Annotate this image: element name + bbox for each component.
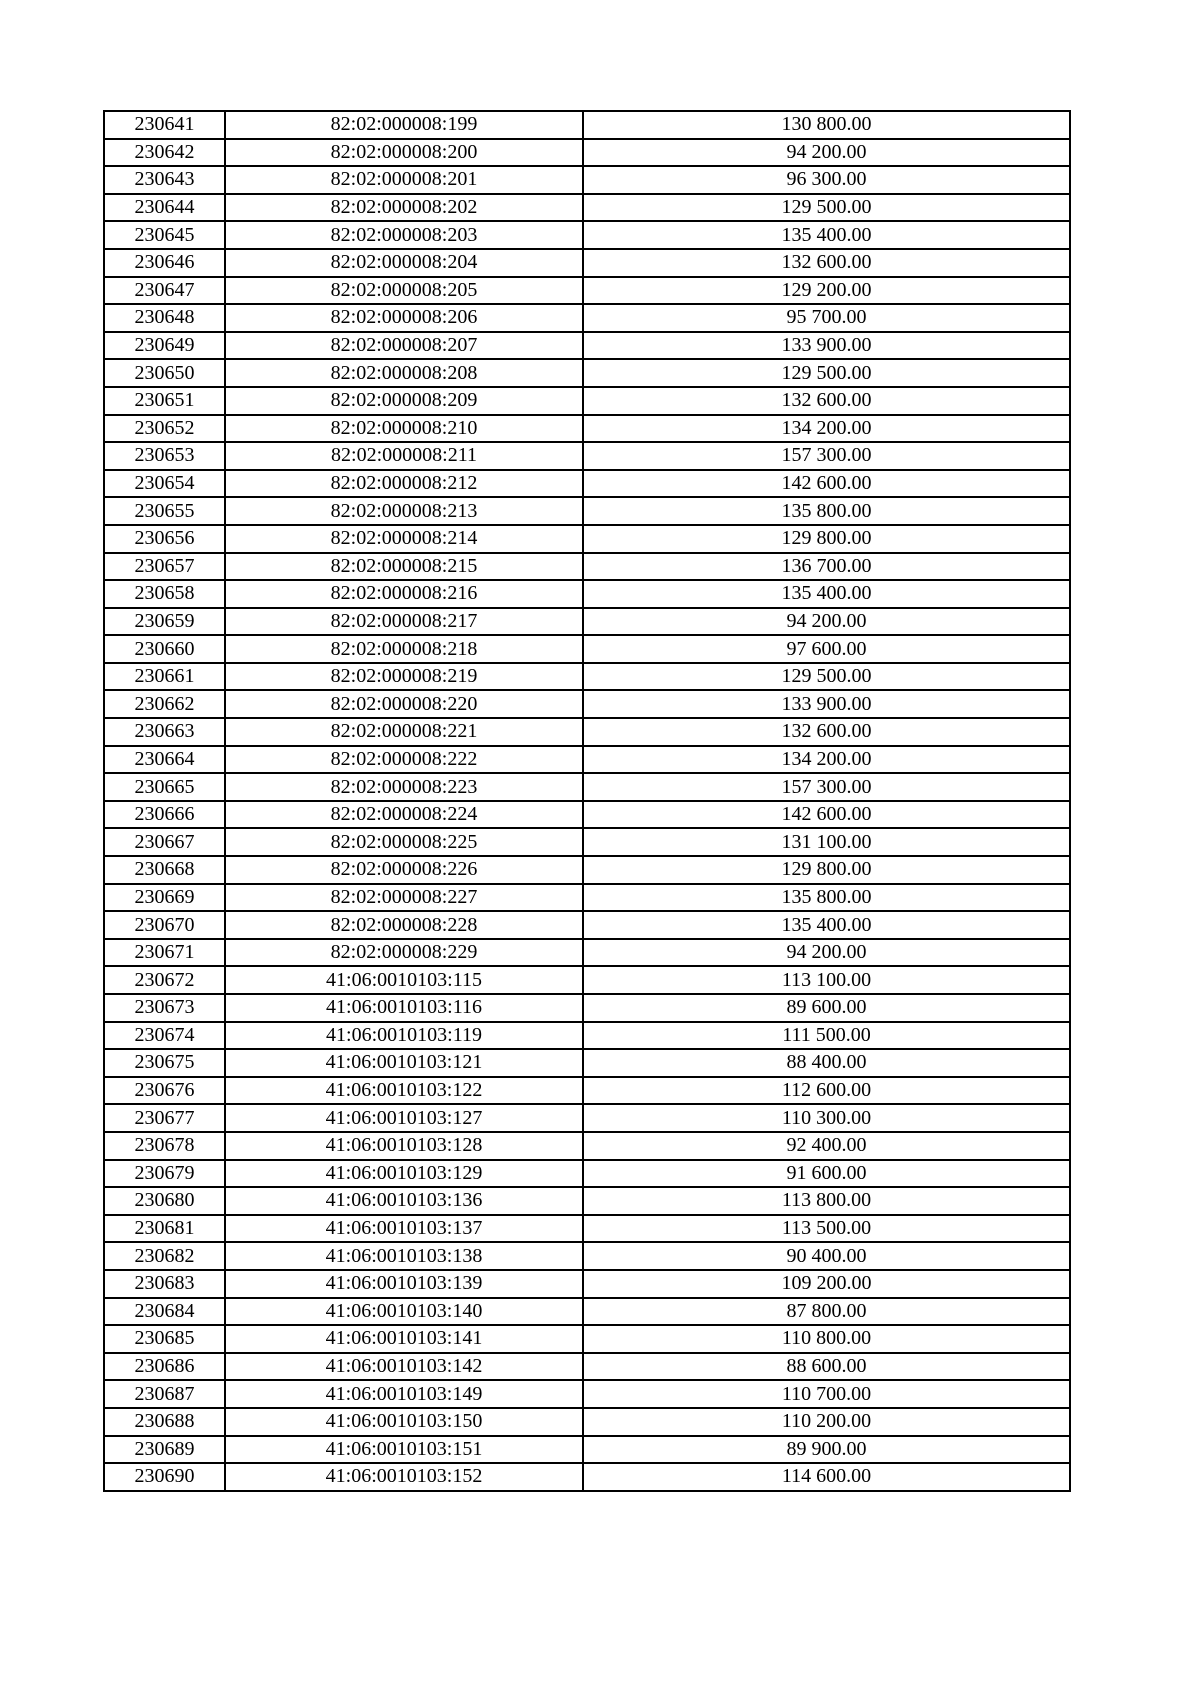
table-row	[104, 690, 1070, 718]
cadastral-number-cell: 82:02:000008:213	[225, 497, 583, 525]
row-number-cell: 230641	[104, 111, 225, 139]
cadastral-value-cell: 110 300.00	[583, 1104, 1070, 1132]
table-row	[104, 1380, 1070, 1408]
cadastral-number-cell: 41:06:0010103:122	[225, 1077, 583, 1105]
cadastral-value-cell: 130 800.00	[583, 111, 1070, 139]
cadastral-number-cell: 82:02:000008:205	[225, 277, 583, 305]
row-number-cell: 230657	[104, 553, 225, 581]
cadastral-number-cell: 41:06:0010103:138	[225, 1242, 583, 1270]
row-number-cell: 230678	[104, 1132, 225, 1160]
table-row	[104, 1353, 1070, 1381]
cadastral-number-cell: 41:06:0010103:136	[225, 1187, 583, 1215]
row-number-cell: 230644	[104, 194, 225, 222]
cadastral-number-cell: 82:02:000008:215	[225, 553, 583, 581]
cadastral-number-cell: 82:02:000008:211	[225, 442, 583, 470]
cadastral-number-cell: 82:02:000008:224	[225, 801, 583, 829]
cadastral-value-cell: 135 800.00	[583, 497, 1070, 525]
row-number-cell: 230690	[104, 1463, 225, 1491]
table-row	[104, 773, 1070, 801]
cadastral-number-cell: 82:02:000008:206	[225, 304, 583, 332]
row-number-cell: 230645	[104, 221, 225, 249]
cadastral-number-cell: 82:02:000008:199	[225, 111, 583, 139]
cadastral-value-cell: 142 600.00	[583, 801, 1070, 829]
row-number-cell: 230680	[104, 1187, 225, 1215]
cadastral-number-cell: 82:02:000008:200	[225, 139, 583, 167]
cadastral-value-cell: 89 600.00	[583, 994, 1070, 1022]
row-number-cell: 230649	[104, 332, 225, 360]
cadastral-number-cell: 82:02:000008:220	[225, 690, 583, 718]
cadastral-number-cell: 82:02:000008:222	[225, 746, 583, 774]
row-number-cell: 230672	[104, 966, 225, 994]
row-number-cell: 230687	[104, 1380, 225, 1408]
table-row	[104, 746, 1070, 774]
cadastral-number-cell: 82:02:000008:226	[225, 856, 583, 884]
table-row	[104, 1325, 1070, 1353]
cadastral-number-cell: 82:02:000008:218	[225, 635, 583, 663]
row-number-cell: 230661	[104, 663, 225, 691]
cadastral-value-cell: 129 500.00	[583, 194, 1070, 222]
table-row	[104, 1187, 1070, 1215]
cadastral-value-cell: 135 400.00	[583, 221, 1070, 249]
table-row	[104, 442, 1070, 470]
table-row	[104, 221, 1070, 249]
table-row	[104, 635, 1070, 663]
cadastral-number-cell: 82:02:000008:201	[225, 166, 583, 194]
row-number-cell: 230654	[104, 470, 225, 498]
row-number-cell: 230671	[104, 939, 225, 967]
cadastral-number-cell: 41:06:0010103:152	[225, 1463, 583, 1491]
row-number-cell: 230681	[104, 1215, 225, 1243]
table-row	[104, 1132, 1070, 1160]
cadastral-value-table	[103, 110, 1071, 1492]
cadastral-value-cell: 94 200.00	[583, 939, 1070, 967]
cadastral-value-cell: 112 600.00	[583, 1077, 1070, 1105]
row-number-cell: 230682	[104, 1242, 225, 1270]
cadastral-value-cell: 157 300.00	[583, 773, 1070, 801]
cadastral-number-cell: 82:02:000008:217	[225, 608, 583, 636]
cadastral-number-cell: 82:02:000008:204	[225, 249, 583, 277]
table-row	[104, 801, 1070, 829]
table-row	[104, 166, 1070, 194]
row-number-cell: 230662	[104, 690, 225, 718]
table-row	[104, 139, 1070, 167]
cadastral-value-cell: 132 600.00	[583, 387, 1070, 415]
row-number-cell: 230679	[104, 1160, 225, 1188]
table-row	[104, 1215, 1070, 1243]
cadastral-value-cell: 97 600.00	[583, 635, 1070, 663]
cadastral-value-cell: 113 500.00	[583, 1215, 1070, 1243]
row-number-cell: 230663	[104, 718, 225, 746]
table-row	[104, 304, 1070, 332]
cadastral-value-cell: 110 800.00	[583, 1325, 1070, 1353]
cadastral-number-cell: 41:06:0010103:116	[225, 994, 583, 1022]
table-row	[104, 277, 1070, 305]
table-row	[104, 856, 1070, 884]
cadastral-value-cell: 131 100.00	[583, 828, 1070, 856]
cadastral-number-cell: 82:02:000008:225	[225, 828, 583, 856]
table-row	[104, 111, 1070, 139]
cadastral-number-cell: 41:06:0010103:150	[225, 1408, 583, 1436]
cadastral-number-cell: 41:06:0010103:121	[225, 1049, 583, 1077]
cadastral-number-cell: 41:06:0010103:151	[225, 1436, 583, 1464]
row-number-cell: 230665	[104, 773, 225, 801]
row-number-cell: 230685	[104, 1325, 225, 1353]
cadastral-value-cell: 129 500.00	[583, 663, 1070, 691]
row-number-cell: 230673	[104, 994, 225, 1022]
row-number-cell: 230686	[104, 1353, 225, 1381]
cadastral-number-cell: 82:02:000008:216	[225, 580, 583, 608]
cadastral-number-cell: 82:02:000008:221	[225, 718, 583, 746]
table-row	[104, 580, 1070, 608]
row-number-cell: 230670	[104, 911, 225, 939]
cadastral-number-cell: 41:06:0010103:115	[225, 966, 583, 994]
row-number-cell: 230688	[104, 1408, 225, 1436]
table-row	[104, 1270, 1070, 1298]
table-row	[104, 1077, 1070, 1105]
row-number-cell: 230660	[104, 635, 225, 663]
cadastral-value-cell: 132 600.00	[583, 718, 1070, 746]
cadastral-value-cell: 110 700.00	[583, 1380, 1070, 1408]
cadastral-value-cell: 135 400.00	[583, 580, 1070, 608]
table-row	[104, 415, 1070, 443]
cadastral-value-cell: 90 400.00	[583, 1242, 1070, 1270]
table-row	[104, 939, 1070, 967]
row-number-cell: 230669	[104, 884, 225, 912]
cadastral-number-cell: 41:06:0010103:139	[225, 1270, 583, 1298]
table-row	[104, 828, 1070, 856]
cadastral-number-cell: 82:02:000008:209	[225, 387, 583, 415]
table-row	[104, 1160, 1070, 1188]
table-row	[104, 194, 1070, 222]
cadastral-number-cell: 41:06:0010103:127	[225, 1104, 583, 1132]
cadastral-value-cell: 157 300.00	[583, 442, 1070, 470]
row-number-cell: 230651	[104, 387, 225, 415]
cadastral-number-cell: 82:02:000008:227	[225, 884, 583, 912]
row-number-cell: 230643	[104, 166, 225, 194]
row-number-cell: 230664	[104, 746, 225, 774]
cadastral-number-cell: 82:02:000008:207	[225, 332, 583, 360]
cadastral-value-cell: 88 600.00	[583, 1353, 1070, 1381]
row-number-cell: 230668	[104, 856, 225, 884]
cadastral-value-cell: 132 600.00	[583, 249, 1070, 277]
table-row	[104, 470, 1070, 498]
table-body	[104, 111, 1070, 1491]
cadastral-value-cell: 113 800.00	[583, 1187, 1070, 1215]
table-row	[104, 553, 1070, 581]
row-number-cell: 230659	[104, 608, 225, 636]
table-row	[104, 1104, 1070, 1132]
table-row	[104, 1463, 1070, 1491]
table-row	[104, 911, 1070, 939]
table-row	[104, 1049, 1070, 1077]
row-number-cell: 230647	[104, 277, 225, 305]
cadastral-value-cell: 129 800.00	[583, 856, 1070, 884]
cadastral-number-cell: 41:06:0010103:119	[225, 1022, 583, 1050]
cadastral-number-cell: 82:02:000008:212	[225, 470, 583, 498]
cadastral-number-cell: 41:06:0010103:129	[225, 1160, 583, 1188]
cadastral-number-cell: 82:02:000008:202	[225, 194, 583, 222]
cadastral-value-cell: 136 700.00	[583, 553, 1070, 581]
cadastral-number-cell: 41:06:0010103:141	[225, 1325, 583, 1353]
table-row	[104, 1298, 1070, 1326]
row-number-cell: 230683	[104, 1270, 225, 1298]
cadastral-value-cell: 89 900.00	[583, 1436, 1070, 1464]
row-number-cell: 230656	[104, 525, 225, 553]
table-row	[104, 718, 1070, 746]
cadastral-value-cell: 111 500.00	[583, 1022, 1070, 1050]
row-number-cell: 230650	[104, 359, 225, 387]
cadastral-value-cell: 94 200.00	[583, 608, 1070, 636]
row-number-cell: 230667	[104, 828, 225, 856]
row-number-cell: 230675	[104, 1049, 225, 1077]
table-row	[104, 1022, 1070, 1050]
cadastral-value-cell: 129 500.00	[583, 359, 1070, 387]
cadastral-value-cell: 109 200.00	[583, 1270, 1070, 1298]
cadastral-value-cell: 88 400.00	[583, 1049, 1070, 1077]
cadastral-value-cell: 129 200.00	[583, 277, 1070, 305]
row-number-cell: 230666	[104, 801, 225, 829]
row-number-cell: 230646	[104, 249, 225, 277]
row-number-cell: 230684	[104, 1298, 225, 1326]
table-row	[104, 497, 1070, 525]
cadastral-value-cell: 134 200.00	[583, 415, 1070, 443]
table-row	[104, 1408, 1070, 1436]
cadastral-number-cell: 82:02:000008:214	[225, 525, 583, 553]
cadastral-number-cell: 82:02:000008:228	[225, 911, 583, 939]
row-number-cell: 230658	[104, 580, 225, 608]
cadastral-value-cell: 95 700.00	[583, 304, 1070, 332]
cadastral-value-cell: 96 300.00	[583, 166, 1070, 194]
cadastral-number-cell: 82:02:000008:219	[225, 663, 583, 691]
cadastral-number-cell: 41:06:0010103:128	[225, 1132, 583, 1160]
cadastral-value-cell: 113 100.00	[583, 966, 1070, 994]
row-number-cell: 230655	[104, 497, 225, 525]
row-number-cell: 230653	[104, 442, 225, 470]
cadastral-value-cell: 114 600.00	[583, 1463, 1070, 1491]
table-row	[104, 1436, 1070, 1464]
cadastral-value-cell: 91 600.00	[583, 1160, 1070, 1188]
cadastral-value-cell: 142 600.00	[583, 470, 1070, 498]
cadastral-value-cell: 110 200.00	[583, 1408, 1070, 1436]
cadastral-number-cell: 82:02:000008:208	[225, 359, 583, 387]
cadastral-value-cell: 94 200.00	[583, 139, 1070, 167]
cadastral-number-cell: 82:02:000008:203	[225, 221, 583, 249]
row-number-cell: 230677	[104, 1104, 225, 1132]
cadastral-value-cell: 87 800.00	[583, 1298, 1070, 1326]
row-number-cell: 230689	[104, 1436, 225, 1464]
cadastral-value-cell: 134 200.00	[583, 746, 1070, 774]
cadastral-number-cell: 82:02:000008:229	[225, 939, 583, 967]
cadastral-value-cell: 135 800.00	[583, 884, 1070, 912]
table-row	[104, 663, 1070, 691]
cadastral-number-cell: 82:02:000008:210	[225, 415, 583, 443]
table-row	[104, 1242, 1070, 1270]
table-row	[104, 525, 1070, 553]
row-number-cell: 230676	[104, 1077, 225, 1105]
row-number-cell: 230648	[104, 304, 225, 332]
cadastral-number-cell: 41:06:0010103:140	[225, 1298, 583, 1326]
table-row	[104, 884, 1070, 912]
cadastral-value-cell: 133 900.00	[583, 332, 1070, 360]
table-row	[104, 994, 1070, 1022]
cadastral-number-cell: 41:06:0010103:142	[225, 1353, 583, 1381]
row-number-cell: 230674	[104, 1022, 225, 1050]
row-number-cell: 230652	[104, 415, 225, 443]
row-number-cell: 230642	[104, 139, 225, 167]
cadastral-number-cell: 41:06:0010103:137	[225, 1215, 583, 1243]
cadastral-value-cell: 129 800.00	[583, 525, 1070, 553]
table-row	[104, 608, 1070, 636]
cadastral-value-cell: 135 400.00	[583, 911, 1070, 939]
table-row	[104, 359, 1070, 387]
table-row	[104, 249, 1070, 277]
table-row	[104, 332, 1070, 360]
table-row	[104, 966, 1070, 994]
cadastral-number-cell: 82:02:000008:223	[225, 773, 583, 801]
cadastral-number-cell: 41:06:0010103:149	[225, 1380, 583, 1408]
table-row	[104, 387, 1070, 415]
cadastral-value-cell: 133 900.00	[583, 690, 1070, 718]
cadastral-value-cell: 92 400.00	[583, 1132, 1070, 1160]
